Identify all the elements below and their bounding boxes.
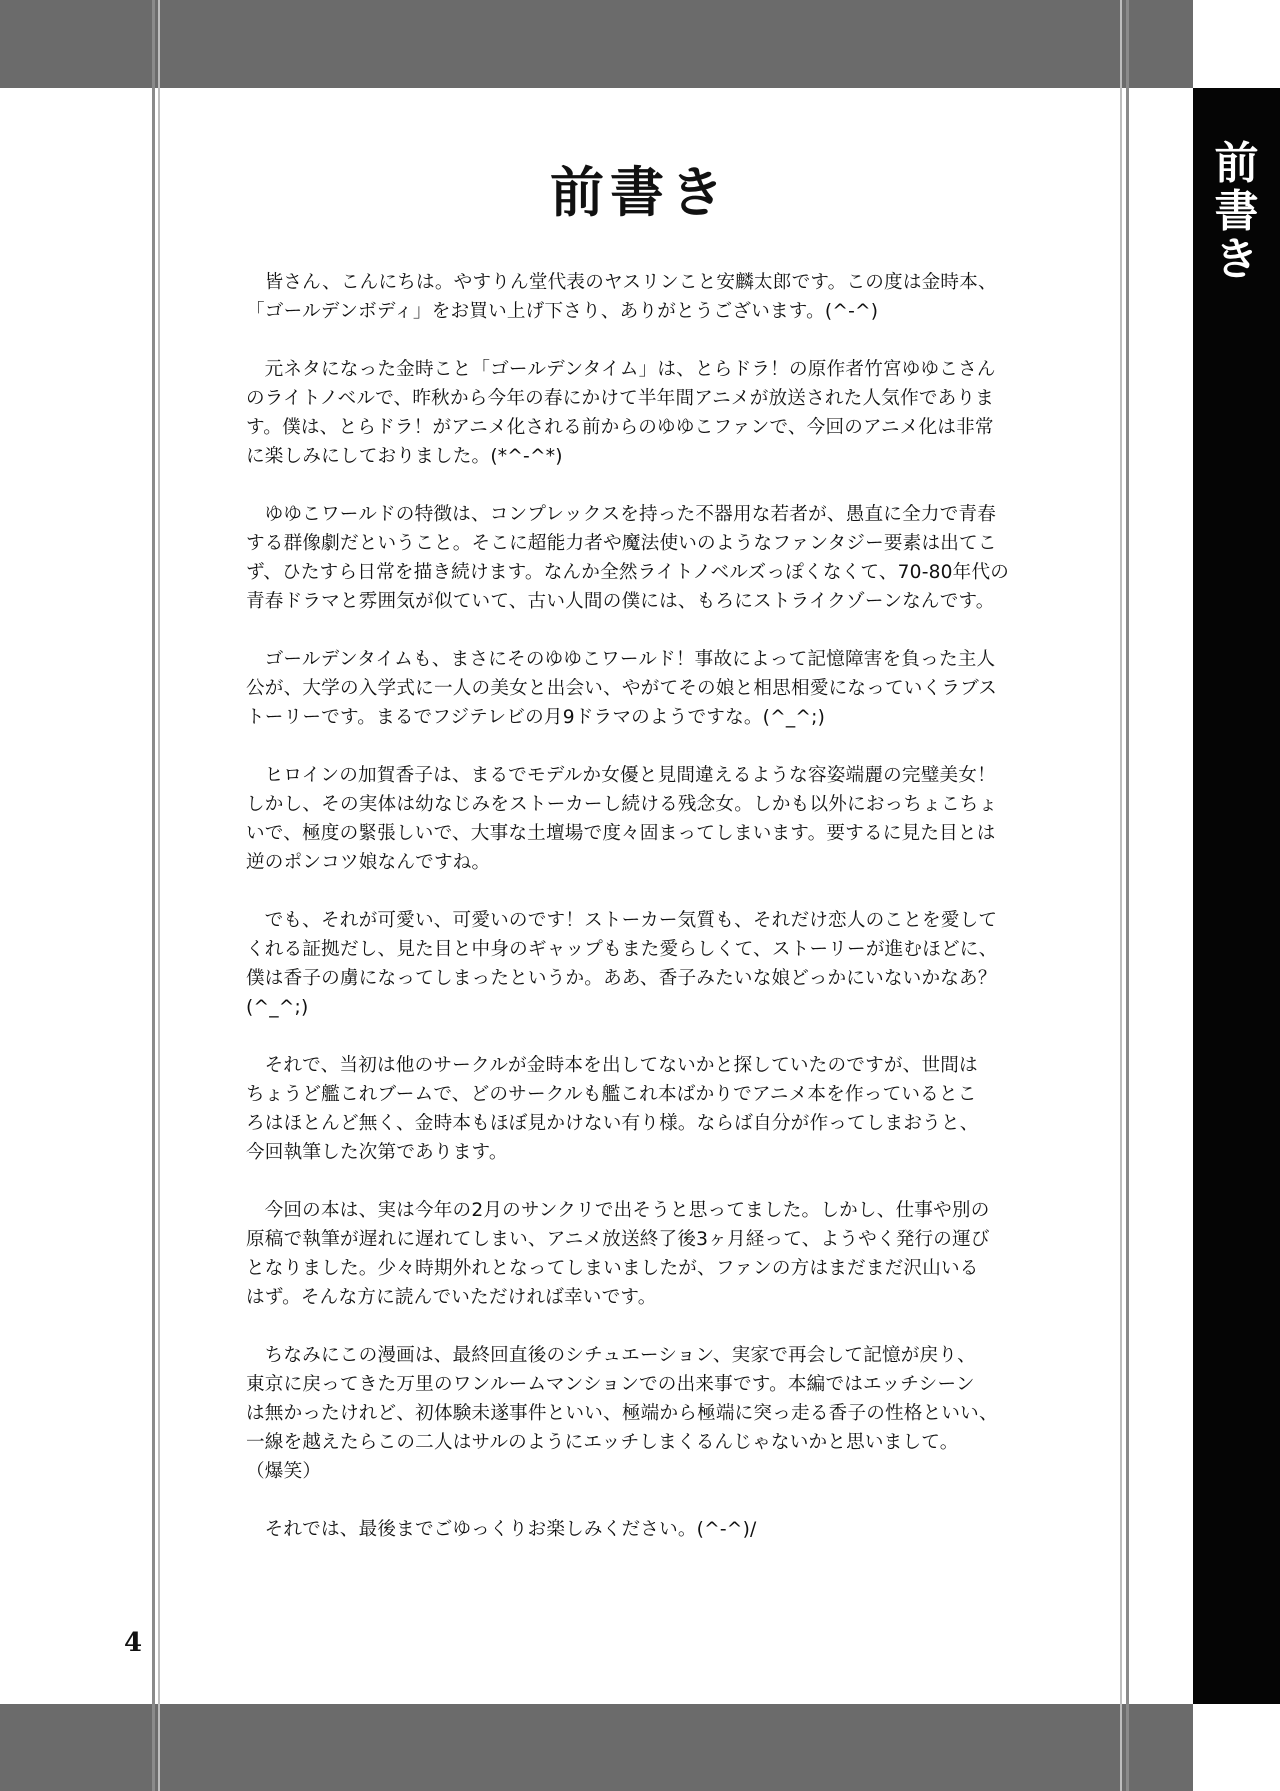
paragraph-3: ゆゆこワールドの特徴は、コンプレックスを持った不器用な若者が、愚直に全力で青春 する群像劇だということ。そこに超能力者や魔法使いのようなファンタジー要素は出てこ ず、ひたすら日常を描き続けます。なんか全然ライトノベルズっぽくなくて、70-80年代の 青春ドラマと雰囲気が似ていて、古い人間の僕には、もろにストライクゾーンなんです。 <box>246 504 1010 612</box>
side-title-char-3: き <box>1214 234 1259 285</box>
paragraph-4: ゴールデンタイムも、まさにそのゆゆこワールド！事故によって記憶障害を負った主人 公が、大学の入学式に一人の美女と出会い、やがてその娘と相思相愛になっていくラブス トーリーです。まるでフジテレビの月9ドラマのようですな。(^_^;) <box>246 649 998 728</box>
body-text <box>246 268 1036 1573</box>
bottom-frame-band <box>0 1704 1193 1791</box>
side-title-char-1: 前 <box>1214 138 1259 189</box>
paragraph-2: 元ネタになった金時こと「ゴールデンタイム」は、とらドラ！の原作者竹宮ゆゆこさん のライトノベルで、昨秋から今年の春にかけて半年間アニメが放送された人気作でありま す。僕は、とらドラ！がアニメ化される前からのゆゆこファンで、今回のアニメ化は非常 に楽しみにしておりました。(*^-^*) <box>246 359 996 467</box>
paragraph-7: それで、当初は他のサークルが金時本を出してないかと探していたのですが、世間は ちょうど艦これブームで、どのサークルも艦これ本ばかりでアニメ本を作っているとこ ろはほとんど無く、金時本もほぼ見かけない有り様。ならば自分が作ってしまおうと、 今回執筆した次第であります。 <box>246 1055 979 1163</box>
page-number: 4 <box>124 1628 143 1658</box>
side-tab <box>1193 88 1280 1704</box>
paragraph-8: 今回の本は、実は今年の2月のサンクリで出そうと思ってました。しかし、仕事や別の 原稿で執筆が遅れに遅れてしまい、アニメ放送終了後3ヶ月経って、ようやく発行の運び となりました。少々時期外れとなってしまいましたが、ファンの方はまだまだ沢山いる はず。そんな方に読んでいただければ幸いです。 <box>246 1200 990 1308</box>
page-title: 前書き <box>550 161 730 224</box>
side-title <box>1193 140 1280 284</box>
paragraph-10: それでは、最後までごゆっくりお楽しみください。(^-^)/ <box>264 1519 757 1540</box>
frame-line-left-inner <box>158 0 160 1791</box>
paragraph-6: でも、それが可愛い、可愛いのです！ストーカー気質も、それだけ恋人のことを愛して くれる証拠だし、見た目と中身のギャップもまた愛らしくて、ストーリーが進むほどに、 僕は香子の虜になってしまったというか。ああ、香子みたいな娘どっかにいないかなあ？ (^_^;) <box>246 910 998 1018</box>
paragraph-5: ヒロインの加賀香子は、まるでモデルか女優と見間違えるような容姿端麗の完璧美女！ しかし、その実体は幼なじみをストーカーし続ける残念女。しかも以外におっちょこちょ いで、極度の緊張しいで、大事な土壇場で度々固まってしまいます。要するに見た目とは 逆のポンコツ娘なんですね。 <box>246 765 998 873</box>
frame-line-right-inner <box>1120 0 1122 1791</box>
paragraph-1: 皆さん、こんにちは。やすりん堂代表のヤスリンこと安麟太郎です。この度は金時本、 「ゴールデンボディ」をお買い上げ下さり、ありがとうございます。(^-^) <box>246 272 997 322</box>
paragraph-9: ちなみにこの漫画は、最終回直後のシチュエーション、実家で再会して記憶が戻り、 東京に戻ってきた万里のワンルームマンションでの出来事です。本編ではエッチシーン は無かったけれど、初体験未遂事件といい、極端から極端に突っ走る香子の性格といい、 一線を越えたらこの二人はサルのようにエッチしまくるんじゃないかと思いまして。 （爆笑） <box>246 1345 998 1482</box>
frame-line-left-outer <box>152 0 155 1791</box>
side-title-char-2: 書 <box>1214 186 1259 237</box>
frame-line-right-outer <box>1126 0 1129 1791</box>
top-frame-band <box>0 0 1193 88</box>
